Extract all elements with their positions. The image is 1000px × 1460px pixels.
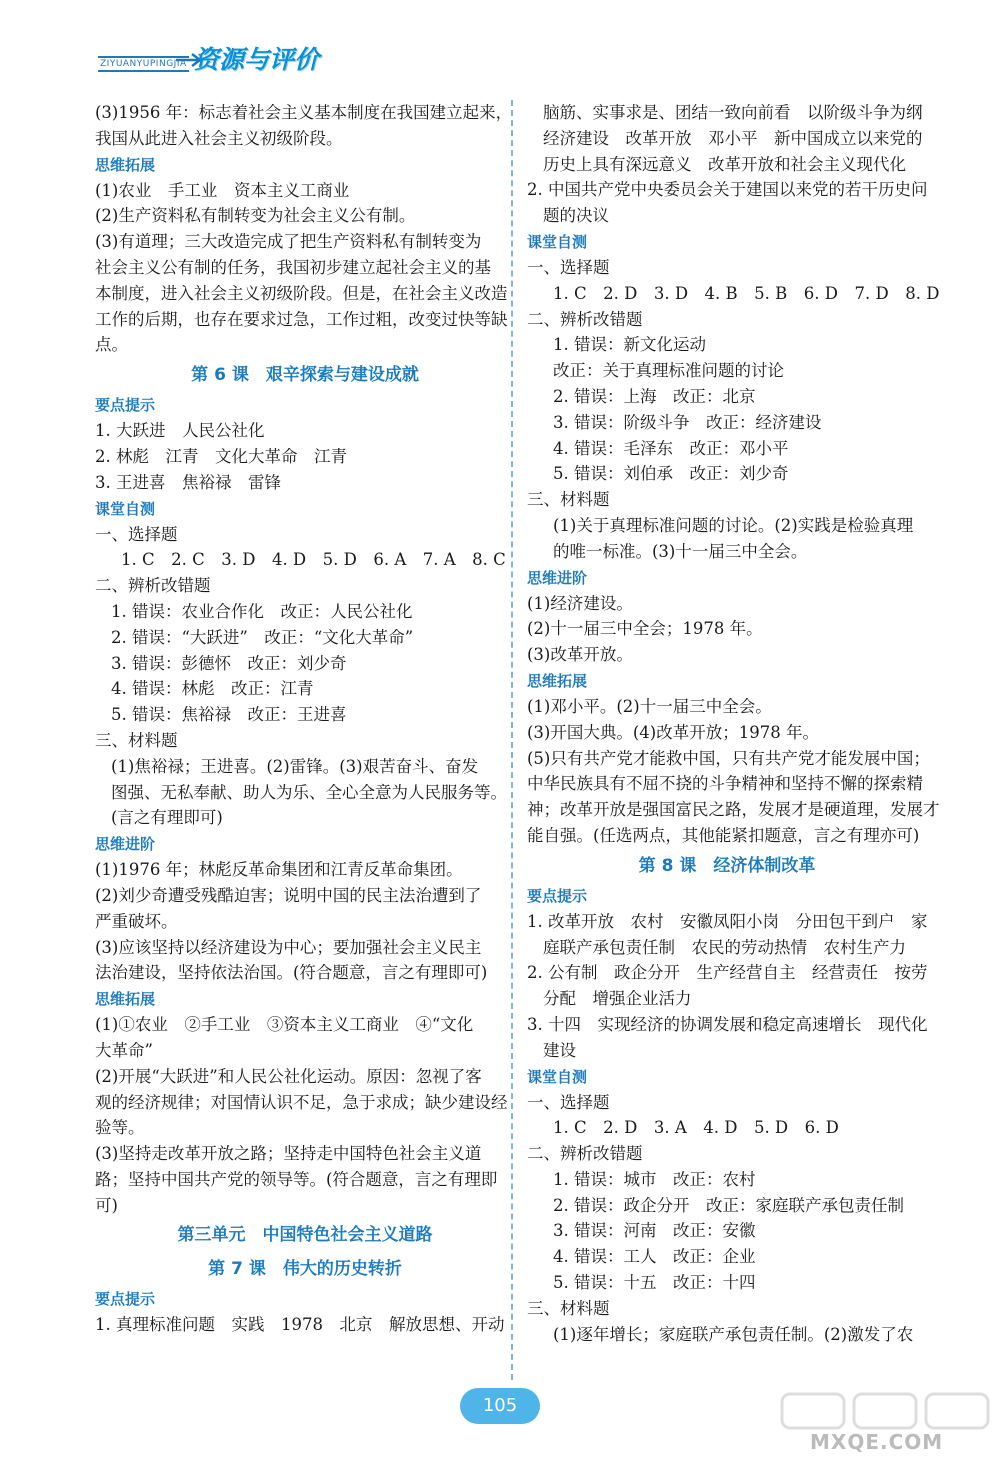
section-heading: 课堂自测 bbox=[527, 1067, 588, 1086]
text-line: 1. 大跃进 人民公社化 bbox=[95, 421, 265, 441]
text-line: 改正：关于真理标准问题的讨论 bbox=[553, 361, 784, 381]
text-line: (1)邓小平。(2)十一届三中全会。 bbox=[527, 696, 772, 716]
text-line: (2)开展“大跃进”和人民公社化运动。原因：忽视了客 bbox=[95, 1066, 482, 1086]
text-line: (3)改革开放。 bbox=[527, 645, 633, 665]
text-line: 5. 错误：刘伯承 改正：刘少奇 bbox=[553, 464, 789, 484]
text-line: (1)①农业 ②手工业 ③资本主义工商业 ④“文化 bbox=[95, 1015, 474, 1035]
header-pinyin: ZIYUANYUPINGJIA bbox=[98, 56, 189, 72]
text-line: 1. 错误：城市 改正：农村 bbox=[553, 1169, 756, 1189]
text-line: 脑筋、实事求是、团结一致向前看 以阶级斗争为纲 bbox=[543, 103, 923, 122]
text-line: 图强、无私奉献、助人为乐、全心全意为人民服务等。 bbox=[111, 782, 507, 802]
text-line: 大革命” bbox=[95, 1040, 153, 1060]
section-heading: 思维拓展 bbox=[527, 671, 588, 690]
section-heading: 要点提示 bbox=[95, 1290, 156, 1309]
text-line: (言之有理即可) bbox=[111, 808, 223, 828]
text-line: (2)生产资料私有制转变为社会主义公有制。 bbox=[95, 206, 416, 226]
text-line: 二、辨析改错题 bbox=[95, 576, 211, 596]
section-heading: 思维进阶 bbox=[527, 568, 588, 587]
text-line: 观的经济规律；对国情认识不足，急于求成；缺少建设经 bbox=[95, 1092, 508, 1112]
section-heading: 要点提示 bbox=[527, 886, 588, 905]
left-column bbox=[95, 100, 515, 1338]
lesson-title: 第三单元 中国特色社会主义道路 bbox=[177, 1225, 433, 1246]
text-line: 2. 公有制 政企分开 生产经营自主 经营责任 按劳 bbox=[527, 963, 928, 983]
header-brand: 资源与评价 bbox=[194, 45, 320, 74]
column-divider bbox=[511, 100, 513, 1380]
text-line: (1)1976 年；林彪反革命集团和江青反革命集团。 bbox=[95, 860, 463, 880]
text-line: 4. 错误：工人 改正：企业 bbox=[553, 1247, 756, 1267]
text-line: 一、选择题 bbox=[527, 1092, 610, 1112]
text-line: 三、材料题 bbox=[527, 490, 610, 510]
text-line: 经济建设 改革开放 邓小平 新中国成立以来党的 bbox=[543, 128, 923, 148]
text-line: 2. 中国共产党中央委员会关于建国以来党的若干历史问 bbox=[527, 180, 928, 200]
text-line: 4. 错误：毛泽东 改正：邓小平 bbox=[553, 438, 789, 458]
text-line: 的唯一标准。(3)十一届三中全会。 bbox=[553, 541, 808, 561]
text-line: 4. 错误：林彪 改正：江青 bbox=[111, 679, 314, 699]
text-line: 验等。 bbox=[95, 1118, 145, 1138]
text-line: 本制度，进入社会主义初级阶段。但是，在社会主义改造 bbox=[95, 283, 508, 303]
text-line: 1. 改革开放 农村 安徽凤阳小岗 分田包干到户 家 bbox=[527, 911, 928, 931]
text-line: 2. 林彪 江青 文化大革命 江青 bbox=[95, 446, 347, 466]
text-line: 2. 错误：上海 改正：北京 bbox=[553, 386, 756, 406]
text-line: 建设 bbox=[543, 1040, 576, 1060]
text-line: (3)有道理；三大改造完成了把生产资料私有制转变为 bbox=[95, 232, 482, 252]
section-heading: 课堂自测 bbox=[527, 232, 588, 251]
text-line: 2. 错误：政企分开 改正：家庭联产承包责任制 bbox=[553, 1195, 904, 1215]
text-line: 二、辨析改错题 bbox=[527, 309, 643, 329]
text-line: 社会主义公有制的任务，我国初步建立起社会主义的基 bbox=[95, 257, 491, 277]
text-line: 3. 十四 实现经济的协调发展和稳定高速增长 现代化 bbox=[527, 1014, 928, 1034]
page-number: 105 bbox=[460, 1388, 540, 1424]
text-line: 三、材料题 bbox=[95, 730, 178, 750]
text-line: 法治建设，坚持依法治国。(符合题意，言之有理即可) bbox=[95, 963, 488, 983]
lesson-title: 第 6 课 艰辛探索与建设成就 bbox=[191, 365, 419, 386]
text-line: 2. 错误：“大跃进” 改正：“文化大革命” bbox=[111, 627, 414, 647]
text-line: 分配 增强企业活力 bbox=[543, 989, 692, 1009]
watermark-url: MXQE.COM bbox=[810, 1430, 944, 1454]
text-line: 3. 错误：彭德怀 改正：刘少奇 bbox=[111, 653, 347, 673]
text-line: (1)经济建设。 bbox=[527, 593, 633, 613]
book-header bbox=[98, 38, 358, 78]
text-line: 中华民族具有不屈不挠的斗争精神和坚持不懈的探索精 bbox=[527, 774, 923, 794]
text-line: 3. 错误：河南 改正：安徽 bbox=[553, 1221, 756, 1241]
text-line: 庭联产承包责任制 农民的劳动热情 农村生产力 bbox=[543, 937, 906, 957]
text-line: 我国从此进入社会主义初级阶段。 bbox=[95, 128, 343, 148]
lesson-title: 第 8 课 经济体制改革 bbox=[638, 855, 816, 876]
text-line: (1)农业 手工业 资本主义工商业 bbox=[95, 180, 350, 200]
text-line: 1. 错误：农业合作化 改正：人民公社化 bbox=[111, 601, 413, 621]
text-line: 5. 错误：焦裕禄 改正：王进喜 bbox=[111, 705, 347, 725]
text-line: 点。 bbox=[95, 335, 128, 355]
text-line: 三、材料题 bbox=[527, 1298, 610, 1318]
text-line: (3)开国大典。(4)改革开放；1978 年。 bbox=[527, 722, 819, 742]
section-heading: 思维拓展 bbox=[95, 990, 156, 1009]
text-line: (3)应该坚持以经济建设为中心；要加强社会主义民主 bbox=[95, 937, 482, 957]
section-heading: 要点提示 bbox=[95, 396, 156, 415]
text-line: 3. 错误：阶级斗争 改正：经济建设 bbox=[553, 412, 822, 432]
section-heading: 思维进阶 bbox=[95, 835, 156, 854]
section-heading: 思维拓展 bbox=[95, 155, 156, 174]
text-line: 题的决议 bbox=[543, 206, 609, 226]
text-line: 一、选择题 bbox=[527, 257, 610, 277]
section-heading: 课堂自测 bbox=[95, 499, 156, 518]
text-line: 1. C 2. D 3. A 4. D 5. D 6. D bbox=[553, 1118, 839, 1138]
text-line: 1. 错误：新文化运动 bbox=[553, 335, 706, 355]
text-line: 路；坚持中国共产党的领导等。(符合题意，言之有理即 bbox=[95, 1169, 498, 1189]
text-line: (3)1956 年：标志着社会主义基本制度在我国建立起来， bbox=[95, 103, 513, 122]
text-line: 可) bbox=[95, 1195, 118, 1215]
text-line: 一、选择题 bbox=[95, 524, 178, 544]
lesson-title: 第 7 课 伟大的历史转折 bbox=[208, 1259, 402, 1280]
text-line: 神；改革开放是强国富民之路，发展才是硬道理，发展才 bbox=[527, 800, 940, 820]
text-line: 工作的后期，也存在要求过急，工作过粗，改变过快等缺 bbox=[95, 309, 508, 329]
text-line: 历史上具有深远意义 改革开放和社会主义现代化 bbox=[543, 154, 906, 174]
right-column bbox=[527, 100, 940, 1347]
text-line: 3. 王进喜 焦裕禄 雷锋 bbox=[95, 472, 281, 492]
text-line: (1)焦裕禄；王进喜。(2)雷锋。(3)艰苦奋斗、奋发 bbox=[111, 756, 479, 776]
text-line: 严重破坏。 bbox=[95, 911, 178, 931]
watermark-logo-icon bbox=[780, 1390, 990, 1432]
text-line: (2)刘少奇遭受残酷迫害；说明中国的民主法治遭到了 bbox=[95, 885, 482, 905]
text-line: (1)关于真理标准问题的讨论。(2)实践是检验真理 bbox=[553, 515, 914, 535]
text-line: (5)只有共产党才能救中国，只有共产党才能发展中国； bbox=[527, 748, 930, 768]
text-line: 能自强。(任选两点，其他能紧扣题意，言之有理亦可) bbox=[527, 825, 920, 845]
text-line: 1. 真理标准问题 实践 1978 北京 解放思想、开动 bbox=[95, 1315, 505, 1335]
text-line: 1. C 2. C 3. D 4. D 5. D 6. A 7. A 8. C bbox=[121, 550, 506, 570]
text-line: 1. C 2. D 3. D 4. B 5. B 6. D 7. D 8. D bbox=[553, 283, 940, 303]
text-line: 5. 错误：十五 改正：十四 bbox=[553, 1273, 756, 1293]
text-line: (2)十一届三中全会；1978 年。 bbox=[527, 619, 763, 639]
text-line: 二、辨析改错题 bbox=[527, 1144, 643, 1164]
text-line: (3)坚持走改革开放之路；坚持走中国特色社会主义道 bbox=[95, 1144, 482, 1164]
text-line: (1)逐年增长；家庭联产承包责任制。(2)激发了农 bbox=[553, 1324, 914, 1344]
